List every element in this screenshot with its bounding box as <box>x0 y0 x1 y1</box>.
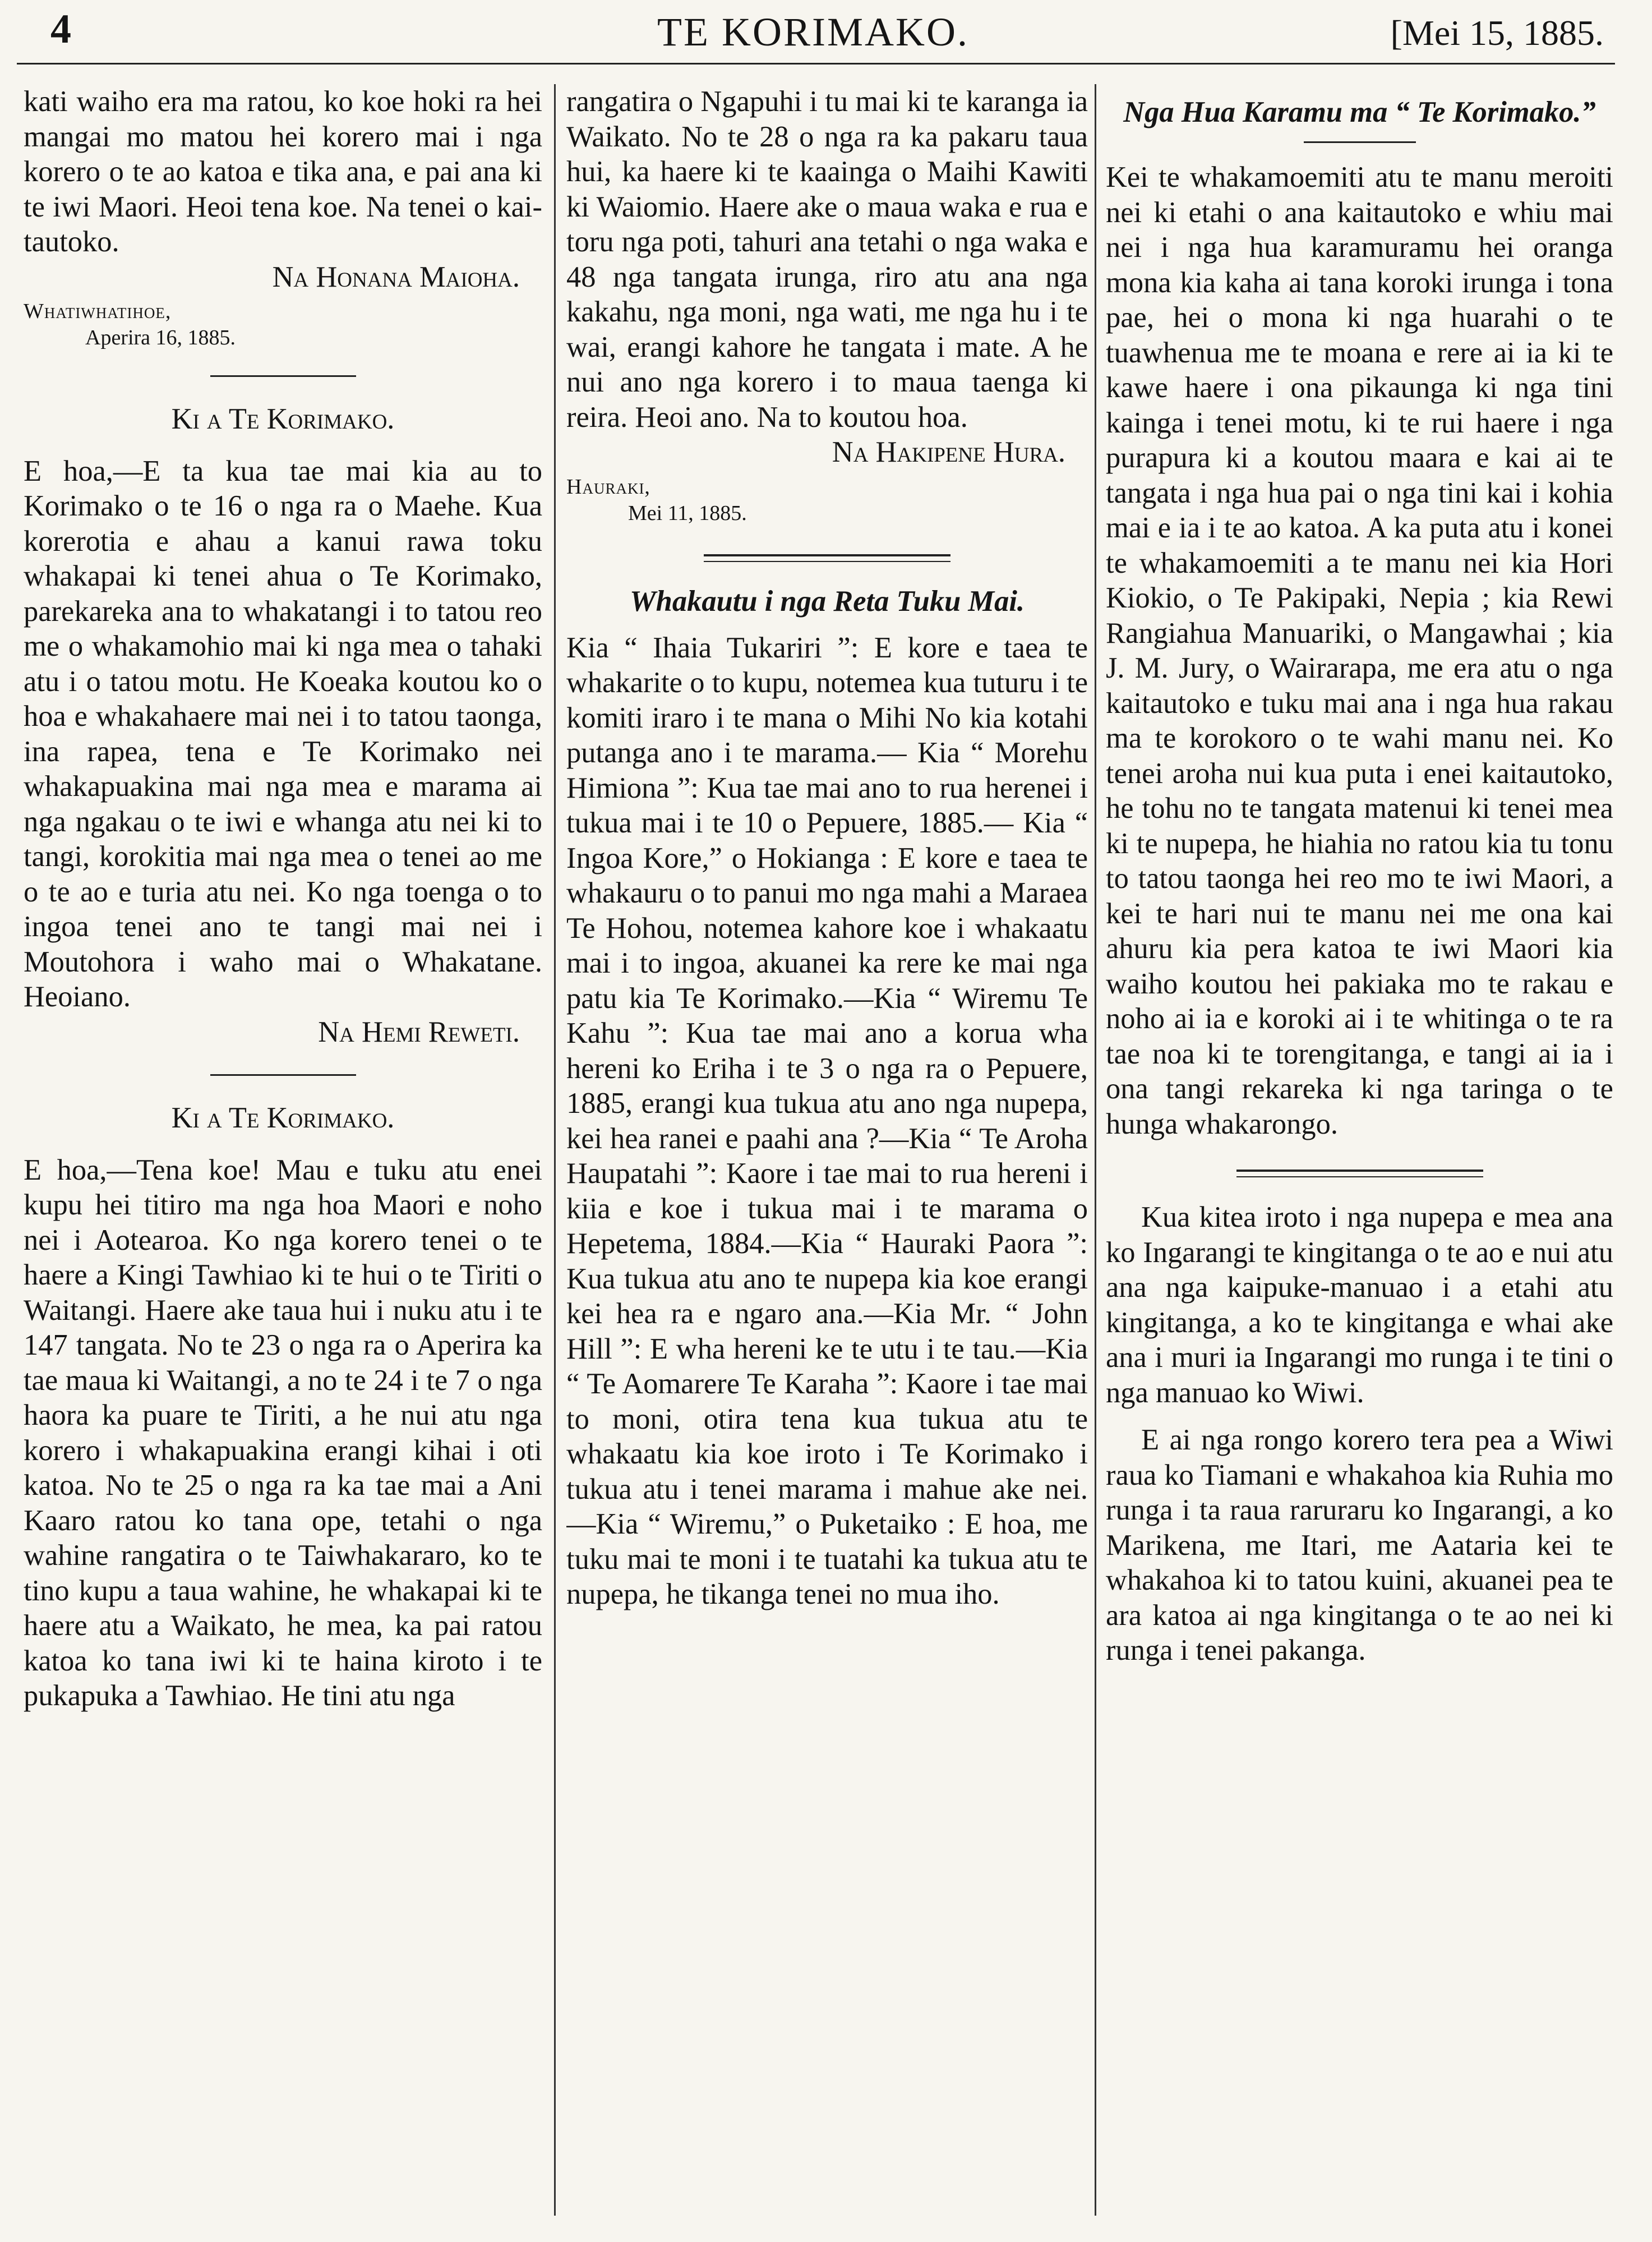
issue-date: [Mei 15, 1885. <box>1390 13 1604 53</box>
section-rule <box>1304 141 1416 143</box>
section-rule <box>210 375 356 377</box>
page-header <box>22 6 1604 62</box>
column-2 <box>566 84 1088 2227</box>
letter-3-heading: Ki a Te Korimako. <box>171 1102 395 1134</box>
letter-3-continuation: rangatira o Ngapuhi i tu mai ki te karanga ia Waikato. No te 28 o nga ra ka pakaru taua hui, ka haere ki te kaainga o Maihi Kawiti ki Waiomio. Haere ake o maua waka e rua e toru nga poti, tahuri ana tetahi o nga waka e 48 nga tangata irunga, riro atu ana nga kakahu, nga moni, nga wati, me nga hu i te wai, erangi kahore he tangata i mate. A he nui ano nga korero i to maua taenga ki reira. Heoi ano. Na to koutou hoa. <box>566 85 1088 434</box>
news-paragraph-1: Kua kitea iroto i nga nupepa e mea ana ko Ingarangi te kingitanga o te ao e nui atu ana nga kaipuke-manuao i a etahi atu kingitanga, a ko te kingitanga e whai ake ana i muri ia Ingarangi mo runga i te tini o nga manuao ko Wiwi. <box>1106 1201 1613 1409</box>
news-paragraph-2: E ai nga rongo korero tera pea a Wiwi raua ko Tiamani e whakahoa kia Ruhia mo runga i ta raua raruraru ko Ingarangi, a ko Marikena, me Itari, me Aataria kei te whakahoa ki to tatou kuini, akuanei pea te ara katoa ai nga kingitanga o te ao nei ki runga i tenei pakanga. <box>1106 1424 1613 1666</box>
column-1 <box>24 84 542 2227</box>
letter-1-body: kati waiho era ma ratou, ko koe hoki ra hei mangai mo matou hei korero mai i nga korero o te ao katoa e tika ana, e pai ana ki te iwi Maori. Heoi tena koe. Na tenei o kai-tautoko. <box>24 85 542 258</box>
letter-2-heading: Ki a Te Korimako. <box>171 403 395 435</box>
masthead-title: TE KORIMAKO. <box>657 10 969 54</box>
section-double-rule <box>704 554 950 562</box>
replies-heading: Whakautu i nga Reta Tuku Mai. <box>629 584 1025 618</box>
section-double-rule <box>1236 1170 1483 1177</box>
karamu-body: Kei te whakamoemiti atu te manu meroiti nei ki etahi o ana kaitautoko e whiu mai nei i nga hua karamuramu hei oranga mona kia kaha ai tana koroki irunga i tona pae, hei o mona ki nga huarahi o te tuawhenua me te moana e rere ai ia ki te kawe haere i ona pikaunga ki nga tini kainga i tenei motu, ki te rui haere i nga purapura ki a koutou maara e kai ai te tangata i nga hua pai o nga tini kai i kohia mai e ia i te ao katoa. A ka puta atu i konei te whakamoemiti a te manu nei kia Hori Kiokio, o Te Pakipaki, Nepia ; kia Rewi Rangiahua Manuariki, o Mangawhai ; kia J. M. Jury, o Wairarapa, me era atu o nga kaitautoko e tuku mai ana i nga hua rakau ma te korokoro o te wahi manu nei. Ko tenei aroha nui kua puta i enei kaitautoko, he tohu no te tangata matenui ki tenei mea ki te nupepa, he hiahia no ratou kia tu tonu to tatou taonga hei reo mo te iwi Maori, a kei te hari nui te manu nei me ona kai ahuru kia pera katoa te iwi Maori kia waiho koutou hei pakiaka mo te rakau e noho ai ia e koroki ai i te whitinga o te ra tae noa ki te torengitanga, e tangi ai ia i ona tangi rekareka ki nga taringa o te hunga whakarongo. <box>1106 161 1613 1140</box>
section-rule <box>210 1074 356 1076</box>
letter-1-date: Aperira 16, 1885. <box>85 326 236 349</box>
page-number: 4 <box>50 6 71 52</box>
letter-1-place: Whatiwhatihoe, <box>24 300 172 323</box>
column-divider <box>554 84 556 2216</box>
letter-2-signature: Na Hemi Reweti. <box>318 1015 520 1048</box>
karamu-heading: Nga Hua Karamu ma “ Te Korimako.” <box>1123 96 1596 128</box>
letter-2-body: E hoa,—E ta kua tae mai kia au to Korimako o te 16 o nga ra o Maehe. Kua korerotia e ahau a kanui rawa toku whakapai ki tenei ahua o Te Korimako, parekareka ana to whakatangi i to tatou reo me o whakamohio mai ki nga mea o tahaki atu i o tatou motu. He Koeaka koutou ko o hoa e whakahaere mai nei i to tatou taonga, ina rapea, tena e Te Korimako nei whakapuakina mai nga mea e marama ai nga ngakau o te iwi e whanga atu nei ki to tangi, korokitia mai nga mea o tenei ao me o te ao e turia atu nei. Ko nga toenga o to ingoa tenei ano te tangi mai nei i Moutohora i waho mai o Whakatane. Heoiano. <box>24 454 542 1013</box>
letter-3-place: Hauraki, <box>566 475 650 499</box>
replies-body: Kia “ Ihaia Tukariri ”: E kore e taea te whakarite o to kupu, notemea kua tuturu i te komiti iraro i te mana o Mihi No kia kotahi putanga ano i te marama.— Kia “ Morehu Himiona ”: Kua tae mai ano to rua herenei i tukua mai i te 10 o Pepuere, 1885.— Kia “ Ingoa Kore,” o Hokianga : E kore e taea te whakauru o to panui mo nga mahi a Maraea Te Hohou, notemea kahore koe i whakaatu mai i to ingoa, akuanei ka rere ke mai nga patu kia Te Korimako.—Kia “ Wiremu Te Kahu ”: Kua tae mai ano a korua wha hereni ko Eriha i te 3 o nga ra o Pepuere, 1885, erangi kua tukua atu ano nga nupepa, kei hea ranei e paahi ana ?—Kia “ Te Aroha Haupatahi ”: Kaore i tae mai to rua hereni i kiia e koe i tukua mai i te marama o Hepetema, 1884.—Kia “ Hauraki Paora ”: Kua tukua atu ano te nupepa kia koe erangi kei hea ra e ngaro ana.—Kia Mr. “ John Hill ”: E wha hereni ke te utu i te tau.—Kia “ Te Aomarere Te Karaha ”: Kaore i tae mai to moni, otira tena kua tukua atu te whakaatu kia koe iroto i Te Korimako i tukua atu i tenei marama i mahue ake nei. —Kia “ Wiremu,” o Puketaiko : E hoa, me tuku mai te moni i te tuatahi ka tukua atu te nupepa, he tikanga tenei no mua iho. <box>566 631 1088 1610</box>
letter-3-date: Mei 11, 1885. <box>628 501 747 525</box>
header-rule <box>17 63 1615 65</box>
letter-3-signature: Na Hakipene Hura. <box>832 436 1065 468</box>
column-3 <box>1106 84 1613 2227</box>
column-divider <box>1095 84 1096 2216</box>
letter-3-body: E hoa,—Tena koe! Mau e tuku atu enei kupu hei titiro ma nga hoa Maori e noho nei i Aotearoa. Ko nga korero tenei o te haere a Kingi Tawhiao ki te hui o te Tiriti o Waitangi. Haere ake taua hui i nuku atu i te 147 tangata. No te 23 o nga ra o Aperira ka tae maua ki Waitangi, a no te 24 i te 7 o nga haora ka puare te Tiriti, a he nui atu nga korero i whakapuakina erangi kihai i oti katoa. No te 25 o nga ra ka tae mai a Ani Kaaro ratou ko tana ope, tetahi o nga wahine rangatira o te Taiwhakararo, ko te tino kupu a taua wahine, he whakapai ki te haere atu a Waikato, he mea, ka pai ratou katoa ko tana iwi ki te haina kiroto i te pukapuka a Tawhiao. He tini atu nga <box>24 1153 542 1712</box>
letter-1-signature: Na Honana Maioha. <box>272 260 520 293</box>
